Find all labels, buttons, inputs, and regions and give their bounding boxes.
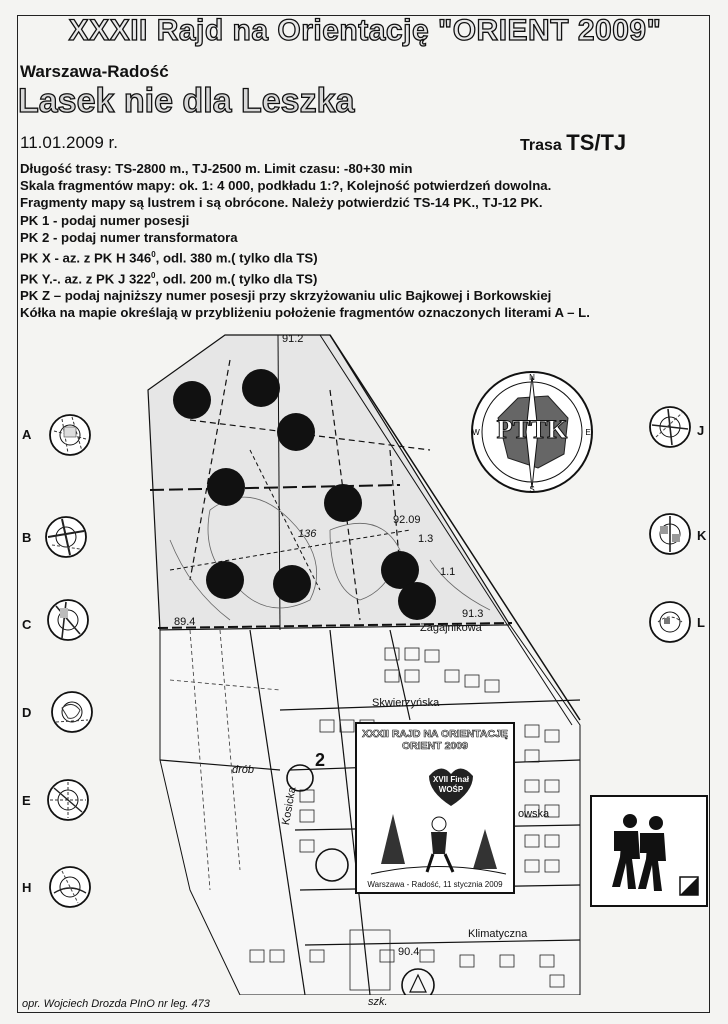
location: Warszawa-Radość: [20, 62, 169, 81]
hikers-sign: [590, 795, 708, 907]
emblem-title-line: ORIENT 2009: [402, 740, 468, 752]
fragment-circle-k: [648, 512, 692, 556]
forest-area: [148, 335, 510, 630]
compass-w: W: [472, 428, 480, 437]
rule-line: PK Z – podaj najniższy numer posesji przy skrzyżowaniu ulic Bajkowej i Borkowskiej: [20, 288, 552, 304]
compass-e: E: [585, 428, 591, 437]
event-date: 11.01.2009 r.: [20, 133, 118, 152]
rule-line: [20, 246, 710, 267]
elevation-label: 90.4: [398, 946, 420, 958]
author-credit: opr. Wojciech Drozda PInO nr leg. 473: [22, 998, 210, 1010]
rule-text: PK Y.-. az. z PK J 322: [20, 271, 151, 286]
rule-line: PK 1 - podaj numer posesji: [20, 212, 190, 228]
rule-line: Fragmenty mapy są lustrem i są obrócone. Należy potwierdzić TS-14 PK., TJ-12 PK.: [20, 195, 543, 211]
emblem-title-line: XXXII RAJD NA ORIENTACJĘ: [362, 728, 508, 740]
elevation-label: 89.4: [174, 616, 196, 628]
hikers-icon: [592, 797, 706, 905]
fragment-letter: B: [22, 530, 32, 545]
fragment-letter: K: [697, 528, 707, 543]
rules-block: [20, 160, 710, 322]
fragment-letter: E: [22, 793, 31, 808]
street-label: Skwierzyńska: [372, 697, 440, 709]
heart-text: WOŚP: [438, 785, 464, 794]
route-value: TS/TJ: [566, 130, 627, 155]
street-label: Klimatyczna: [468, 928, 528, 940]
route-label: [520, 130, 626, 156]
fragment-circle-a: [48, 413, 92, 457]
elevation-label: 1.1: [440, 566, 456, 578]
rule-text: , odl. 200 m.( tylko dla TS): [155, 271, 318, 286]
emblem-illustration: [361, 754, 511, 879]
elevation-label: 91.2: [282, 333, 304, 345]
rule-text: PK X - az. z PK H 346: [20, 250, 152, 266]
map-subtitle: Lasek nie dla Leszka: [18, 82, 355, 120]
degree-sup: 0: [150, 270, 156, 280]
street-label: owska: [518, 808, 550, 820]
fragment-letter: H: [22, 880, 32, 895]
rule-line: Kółka na mapie określają w przybliżeniu położenie fragmentów oznaczonych literami A – L.: [20, 305, 590, 321]
rule-line: Długość trasy: TS-2800 m., TJ-2500 m. Limit czasu: -80+30 min: [20, 161, 413, 176]
emblem-footer: Warszawa - Radość, 11 stycznia 2009: [367, 880, 503, 889]
fragment-circle-b: [44, 515, 88, 559]
contour-label: 136: [298, 528, 317, 540]
rule-text: , odl. 380 m.( tylko dla TS): [155, 250, 318, 266]
compass-s: S: [529, 485, 535, 494]
street-label: Kosicka: [280, 785, 299, 827]
rule-line: [20, 267, 710, 288]
street-label: Zagajnikowa: [420, 622, 482, 634]
event-emblem: [355, 722, 515, 894]
fragment-circle-d: [50, 690, 94, 734]
degree-sup: 0: [151, 250, 156, 260]
fragment-letter: D: [22, 705, 32, 720]
pk-number: 2: [315, 750, 326, 770]
fragment-letter: L: [697, 615, 705, 630]
map-label: drób: [232, 764, 255, 776]
heart-text: XVII Finał: [432, 775, 470, 784]
fragment-circle-e: [46, 778, 90, 822]
fragment-circle-c: [46, 598, 90, 642]
event-title: XXXII Rajd na Orientację "ORIENT 2009": [68, 14, 662, 47]
fragment-letter: C: [22, 617, 32, 632]
fragment-circle-l: [648, 600, 692, 644]
elevation-label: 91.3: [462, 608, 484, 620]
pttk-text: PTTK: [496, 415, 568, 444]
elevation-label: 92.09: [393, 514, 421, 526]
rule-line: Skala fragmentów mapy: ok. 1: 4 000, podkładu 1:?, Kolejność potwierdzeń dowolna.: [20, 178, 552, 194]
compass-n: N: [529, 373, 535, 382]
route-label-text: Trasa: [520, 137, 562, 154]
elevation-label: 1.3: [418, 533, 434, 545]
fragment-letter: J: [697, 423, 705, 438]
fragment-letter: A: [22, 427, 32, 442]
emblem-title: [357, 728, 513, 752]
fragment-circle-j: [648, 405, 692, 449]
fragment-circle-h: [48, 865, 92, 909]
map-label: szk.: [368, 996, 388, 1008]
rule-line: PK 2 - podaj numer transformatora: [20, 229, 238, 245]
pttk-logo: [468, 368, 596, 496]
